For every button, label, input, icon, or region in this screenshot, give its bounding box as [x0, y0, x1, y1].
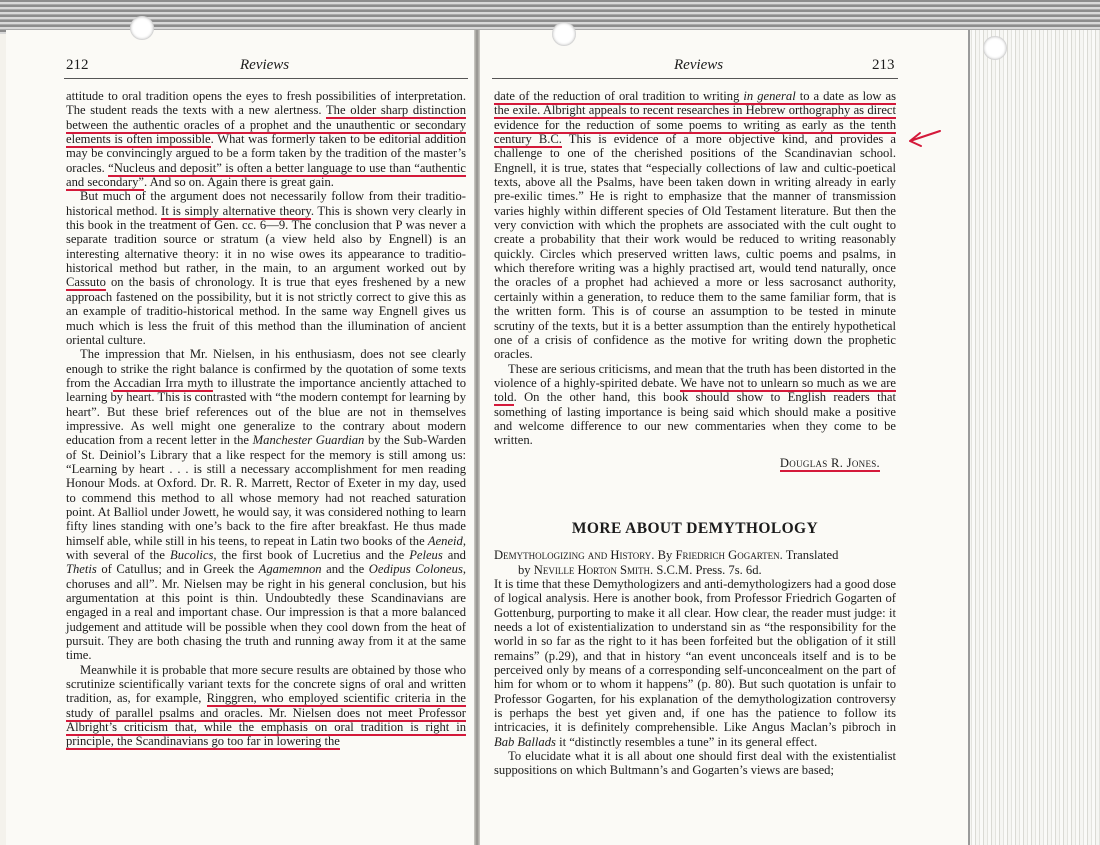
section-title: MORE ABOUT DEMYTHOLOGY [571, 519, 819, 537]
paragraph [494, 749, 896, 778]
text-run: Agamemnon [258, 562, 322, 577]
paragraph [66, 347, 466, 663]
text-run: But much of the argument does not necessarily follow from their traditio-historical method. [66, 189, 466, 218]
text-run: attitude to oral tradition opens the eyes to fresh possibilities of interpretation. The student reads the texts with a new alertness. [66, 89, 466, 118]
text-run: on the basis of chronology. It is true that eyes freshened by a new approach fastened on the possibility, but it is not strictly correct to give this as an example of traditio-historical method. In the same way Engnell gives us much which is less the fruit of this method than the illumination of ancient oriental culture. [66, 275, 466, 347]
paragraph [494, 362, 896, 448]
header-rule [64, 78, 468, 79]
text-run: . This is shown very clearly in this book in the treatment of Gen. cc. 6—9. The conclusion that P was never a separate tradition source or stratum (a view held also by Engnell) is an interesting alternative theory: it in no wise owes its appearance to traditio-historical method but rather, in the main, to an argument worked out by [66, 203, 466, 276]
text-run: Bucolics [170, 548, 214, 562]
annotation-arrow-icon [906, 127, 942, 149]
text-run: and [442, 548, 466, 562]
text-run: Peleus [409, 548, 443, 562]
header-rule [492, 78, 898, 79]
underlined-text: It is simply alternative theory [161, 203, 311, 218]
reviewer-signature: Douglas R. Jones. [779, 455, 880, 470]
review-body [494, 577, 896, 778]
text-run: Aeneid [427, 533, 463, 548]
review-continuation [494, 89, 896, 448]
text-run: by the Sub-Warden of St. Deiniol’s Library that a like respect for the memory is still among us: “Learning by heart . . . is still a necessary accomplishment for men reading Honour Mods. at Oxford. Dr. R. R. Marrett, Rector of Exeter in my day, used to commend this method to all whose memory had not reached saturation point. At Balliol under Jowett, he would say, it was considered nothing to learn fifty lines standing with one’s back to the fire after breakfast. He thus made himself able, while still in his teens, to repeat in Latin two books of the [66, 433, 466, 548]
text-run: and the [321, 562, 369, 577]
text-run: To elucidate what it is all about one should first deal with the existentialist suppositions on which Bultmann’s and Gogarten’s views are based; [494, 749, 896, 778]
page-number: 212 [66, 57, 89, 73]
text-run: Bab Ballads [494, 734, 556, 749]
page-number: 213 [872, 57, 895, 73]
underlined-text: Cassuto [66, 275, 106, 290]
text-run: Meanwhile it is probable that more secure results are obtained by those who scrutinize scientifically variant texts for the concrete signs of oral and written tradition, as, for example, [66, 662, 466, 706]
left-running-head [66, 56, 468, 74]
text-run: Manchester Guardian [252, 433, 365, 448]
paragraph [66, 89, 466, 189]
text-run: Thetis [66, 562, 97, 577]
paragraph [66, 189, 466, 347]
text-run: Oedipus Coloneus [368, 562, 463, 577]
scan-top-edge [0, 0, 1100, 34]
citation-line-2: by Neville Horton Smith. S.C.M. Press. 7s. 6d. [518, 562, 762, 577]
text-run: to illustrate the importance anciently attached to learning by heart. This is contrasted with “the modern contempt for learning by heart”. But these brief references out of the blue are not in themselves impressive. As well might one generalize to the contrary about modern education from a recent letter in the [66, 375, 467, 448]
text-run: , the first book of Lucretius and the [213, 548, 410, 562]
text-run: The impression that Mr. Nielsen, in his enthusiasm, does not see clearly enough to strike the right balance is confirmed by the quotation of some texts from the [66, 347, 466, 390]
punch-hole [552, 22, 576, 46]
left-text-column [66, 89, 466, 749]
underlined-text: date of the reduction of oral tradition to writing [494, 89, 744, 103]
paragraph [494, 577, 896, 749]
punch-hole [983, 36, 1007, 60]
underlined-text: The older sharp distinction between the authentic oracles of a prophet and the unauthentic or secondary elements is often impossible [66, 103, 467, 147]
citation-line-1: Demythologizing and History. By Friedrich Gogarten. Translated [494, 548, 839, 563]
underlined-text: We have not to unlearn so much as we are told [494, 375, 896, 405]
right-running-head [494, 56, 898, 74]
underlined-text: to a date as low as the exile. Albright appeals to recent researches in Hebrew orthography as direct evidence for the reduction of some poems to writing as early as the tenth century B.C. [494, 89, 896, 147]
underlined-text: in general [743, 89, 796, 103]
underlined-text: “Nucleus and deposit” is often a better language to use than “authentic and secondary” [66, 160, 466, 190]
paragraph [494, 89, 896, 362]
paragraph [66, 663, 466, 749]
underlined-text: Ringgren, who employed scientific criteria in the study of parallel psalms and oracles. Mr. Nielsen does not meet Professor Albright’s criticism that, while the emphasis on oral tradition is right in principle, the Scandinavians go too far in lowering the [66, 691, 466, 749]
text-run: . And so on. Again there is great gain. [143, 175, 334, 190]
text-run: It is time that these Demythologizers and anti-demythologizers had a good dose of logical analysis. Here is another book, from Professor Friedrich Gogarten of Gottenburg, purporting to make it all clear. How clear, the reader must judge: it needs a lot of existentialization to understand sin as “the responsibility for the world in so far as the right to it has been forfeited but the obligation of it still remains” (p.29), and that in history “an event unconceals itself and is to be perceived only by means of a corresponding self-unconcealment on the part of him for whom or to whom it happens” (p. 80). But such quotation is unfair to Professor Gogarten, for his explanation of the demythologization controversy is perhaps the best yet given and, if one has the patience to follow its intricacies, it is definitely comprehensible. Like Angus Maclan’s pibroch in [494, 576, 896, 735]
right-text-column [494, 89, 896, 778]
book-citation [494, 548, 896, 577]
text-run: of Catullus; and in Greek the [96, 562, 259, 577]
running-title: Reviews [240, 57, 290, 73]
punch-hole [130, 16, 154, 40]
text-run: . On the other hand, this book should show to English readers that something of lasting importance is being said which should make a positive and welcome difference to our new commentaries when they come to be written. [494, 390, 896, 448]
running-title: Reviews [674, 57, 724, 73]
text-run: These are serious criticisms, and mean that the truth has been distorted in the violence of a highly-spirited debate. [494, 361, 896, 390]
text-run: it “distinctly resembles a tune” in its general effect. [555, 734, 818, 749]
page-stack-edge [968, 30, 1100, 845]
text-run: , with several of the [66, 533, 466, 562]
text-run: , choruses and all”. Mr. Nielsen may be right in his general conclusion, but his argumentation at this point is thin. Undoubtedly these Scandinavians are engaged in a real and important chase. Our impression is that a more balanced judgement and attitude will be possible when they cool down from the heat of pursuit. They are both chasing the truth and running away from it at the same time. [66, 562, 467, 663]
text-run: This is evidence of a more objective kind, and provides a challenge to one of the cherished positions of the Scandinavian school. Engnell, it is true, states that “especially collections of law and cultic-poetical texts, above all the Psalms, have been taken down in writing already in early pre-exilic times.” He is right to emphasize that the manner of transmission varies highly within different species of Old Testament literature. But then the very conviction with which the prophets are associated with the cult ought to create a probability that their work would be reduced to writing reasonably quickly. Circles which preserved written laws, cultic poems and psalms, in which therefore writing was a highly practised art, would tend naturally, once the oracles of a prophet had achieved a more or less sacrosanct authority, certainly within a generation, to reduce them to the same familiar form, that is the written form. This is of course an assumption to be tested in minute scrutiny of the texts, but it is a better assumption than the entirely hypothetical one of a crisis of confidence as the motive for writing down the prophetic oracles. [494, 132, 896, 362]
underlined-text: Accadian Irra myth [113, 375, 214, 390]
text-run: . What was formerly taken to be editorial addition may be convincingly argued to be a form taken by the tradition of the master’s oracles. [66, 132, 467, 175]
